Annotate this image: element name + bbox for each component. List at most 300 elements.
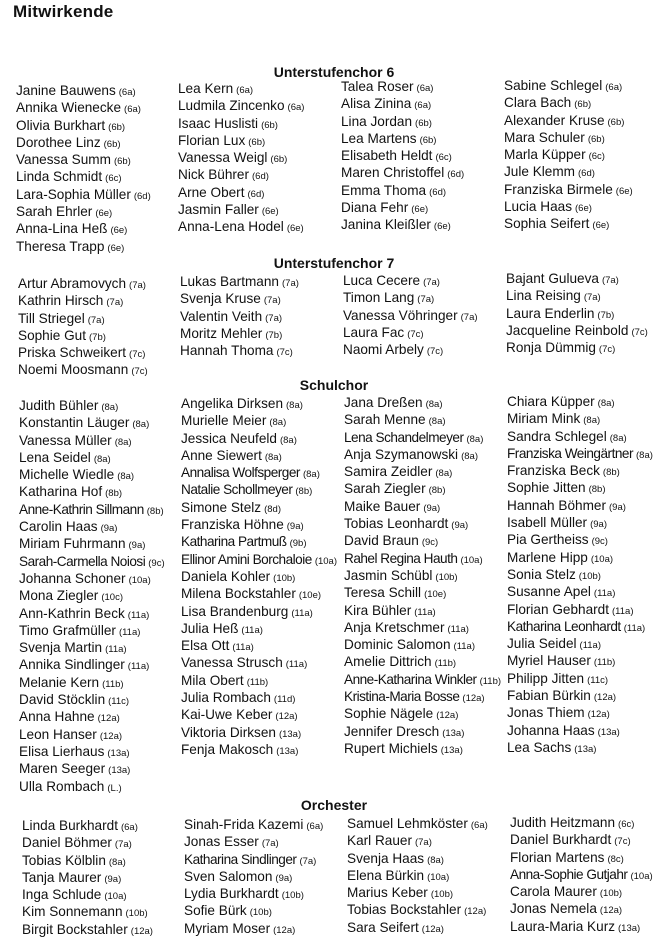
member-class: (9c) xyxy=(421,537,439,549)
member-name: Rahel Regina Hauth xyxy=(344,550,458,566)
member-name: Laura Enderlin xyxy=(506,305,595,321)
member-class: (6d) xyxy=(429,186,447,198)
member-entry xyxy=(16,168,151,185)
member-name: Katharina Sindlinger xyxy=(184,851,297,867)
member-name: David Braun xyxy=(344,533,419,549)
member-entry xyxy=(344,411,501,428)
member-name: Karl Rauer xyxy=(347,833,412,849)
member-entry xyxy=(510,849,653,866)
member-entry xyxy=(181,447,337,464)
member-class: (13a) xyxy=(574,743,597,755)
member-entry xyxy=(16,99,151,116)
member-entry xyxy=(19,778,165,795)
member-class: (6d) xyxy=(578,168,595,180)
member-name: Sarah-Carmella Noiosi xyxy=(19,553,146,569)
member-entry xyxy=(19,605,165,622)
member-class: (8a) xyxy=(108,856,126,868)
member-name: Johanna Schoner xyxy=(19,570,126,586)
member-class: (10b) xyxy=(273,572,296,584)
member-class: (7c) xyxy=(631,326,648,338)
member-entry xyxy=(22,834,153,851)
member-entry xyxy=(184,885,323,902)
member-class: (10a) xyxy=(104,891,127,903)
member-entry xyxy=(178,218,304,235)
member-entry xyxy=(18,344,148,361)
member-name: Janine Bauwens xyxy=(16,83,116,98)
member-entry xyxy=(181,637,337,654)
member-class: (7a) xyxy=(106,297,124,309)
member-class: (12a) xyxy=(464,906,487,918)
member-name: Teresa Schill xyxy=(344,585,422,601)
member-class: (8b) xyxy=(295,486,313,498)
member-entry xyxy=(19,691,165,708)
member-class: (11b) xyxy=(434,658,457,670)
member-class: (6e) xyxy=(615,185,633,197)
member-entry xyxy=(16,134,151,151)
member-entry xyxy=(19,553,165,570)
member-entry xyxy=(19,414,165,431)
member-entry xyxy=(507,566,653,583)
member-class: (8a) xyxy=(93,453,111,465)
member-entry xyxy=(504,112,633,129)
member-name: Vanessa Summ xyxy=(16,152,111,168)
member-name: Ludmila Zincenko xyxy=(178,98,285,114)
member-class: (11b) xyxy=(479,675,502,687)
member-name: Lucia Haas xyxy=(504,199,573,215)
member-class: (11a) xyxy=(285,659,308,671)
member-name: Lea Kern xyxy=(178,81,234,96)
member-class: (7a) xyxy=(423,277,440,288)
member-entry xyxy=(341,164,464,181)
member-name: Emma Thoma xyxy=(341,182,427,198)
member-name: Valentin Veith xyxy=(180,308,263,324)
member-class: (11a) xyxy=(232,642,254,654)
member-class: (13a) xyxy=(618,922,641,934)
member-class: (6a) xyxy=(124,104,141,116)
member-name: Myriam Moser xyxy=(184,920,271,936)
member-name: Linda Burkhardt xyxy=(22,818,118,833)
member-entry xyxy=(507,428,653,445)
member-name: Dominic Salomon xyxy=(344,637,451,653)
name-column xyxy=(341,78,464,234)
member-name: Ulla Rombach xyxy=(19,778,105,794)
member-name: Anna-Sophie Gutjahr xyxy=(510,866,628,882)
member-class: (6c) xyxy=(435,152,452,164)
member-name: Franziska Höhne xyxy=(181,517,284,533)
member-class: (11a) xyxy=(447,623,469,635)
member-class: (7a) xyxy=(265,312,283,324)
member-entry xyxy=(181,499,337,516)
member-name: Susanne Apel xyxy=(507,584,591,600)
member-entry xyxy=(178,97,304,114)
member-name: Florian Martens xyxy=(510,849,605,865)
member-name: Annika Sindlinger xyxy=(19,657,125,673)
member-class: (8a) xyxy=(427,854,444,866)
name-column xyxy=(510,814,653,935)
member-name: Priska Schweikert xyxy=(18,345,127,361)
member-entry xyxy=(344,463,501,480)
member-class: (9a) xyxy=(104,873,122,885)
member-name: Tobias Kölblin xyxy=(22,852,106,868)
member-entry xyxy=(178,132,304,149)
member-class: (10c) xyxy=(101,592,123,604)
member-class: (11a) xyxy=(105,644,127,656)
member-entry xyxy=(180,273,299,290)
member-class: (12a) xyxy=(99,730,123,742)
member-name: Linda Schmidt xyxy=(16,169,103,185)
member-entry xyxy=(19,397,165,414)
member-entry xyxy=(507,652,653,669)
member-name: Timo Grafmüller xyxy=(19,622,116,638)
member-entry xyxy=(16,220,151,237)
member-class: (10b) xyxy=(578,570,601,582)
member-class: (7b) xyxy=(265,329,283,341)
member-entry xyxy=(181,551,337,568)
member-class: (L.) xyxy=(107,782,122,794)
member-class: (6c) xyxy=(588,151,605,163)
member-class: (7a) xyxy=(460,311,478,323)
member-entry xyxy=(19,708,165,725)
member-name: Anne-Kathrin Sillmann xyxy=(19,501,144,517)
member-name: Daniela Kohler xyxy=(181,568,271,584)
member-entry xyxy=(184,851,323,868)
member-class: (8a) xyxy=(264,451,282,463)
member-name: Jacqueline Reinbold xyxy=(506,322,629,338)
member-name: Anne Siewert xyxy=(181,447,262,463)
member-name: Alexander Kruse xyxy=(504,112,605,128)
name-column xyxy=(506,270,648,356)
member-entry xyxy=(181,395,337,412)
member-class: (13a) xyxy=(107,747,130,759)
member-name: Ronja Dümmig xyxy=(506,340,596,356)
member-entry xyxy=(181,516,337,533)
member-class: (6a) xyxy=(236,85,254,96)
member-entry xyxy=(16,82,151,99)
member-class: (6d) xyxy=(447,169,465,181)
member-class: (8c) xyxy=(607,853,624,865)
member-class: (6b) xyxy=(113,156,131,168)
member-name: Anne-Katharina Winkler xyxy=(344,671,477,687)
member-entry xyxy=(344,619,501,636)
member-entry xyxy=(507,601,653,618)
member-entry xyxy=(344,584,501,601)
member-class: (11c) xyxy=(108,696,130,708)
member-name: Lara-Sophia Müller xyxy=(16,186,131,202)
member-class: (6b) xyxy=(248,136,266,148)
member-entry xyxy=(504,163,633,180)
member-class: (11a) xyxy=(579,640,602,652)
member-name: Moritz Mehler xyxy=(180,325,263,341)
member-class: (13a) xyxy=(440,744,463,756)
member-class: (6a) xyxy=(470,820,488,831)
member-name: Sandra Schlegel xyxy=(507,428,607,444)
member-class: (8a) xyxy=(435,468,453,480)
member-class: (8a) xyxy=(609,432,627,444)
member-class: (8a) xyxy=(114,436,132,448)
member-name: Daniel Burkhardt xyxy=(510,832,612,848)
member-class: (11a) xyxy=(414,606,436,618)
member-name: Elsa Ott xyxy=(181,638,230,654)
member-name: Judith Heitzmann xyxy=(510,815,616,830)
member-name: Nick Bührer xyxy=(178,167,250,183)
member-name: Naomi Arbely xyxy=(343,342,424,358)
member-class: (12a) xyxy=(421,923,444,935)
member-name: Olivia Burkhart xyxy=(16,117,106,133)
member-name: Samira Zeidler xyxy=(344,464,433,480)
member-name: Franziska Weingärtner xyxy=(507,445,633,461)
member-name: Johanna Haas xyxy=(507,722,595,738)
member-class: (8a) xyxy=(466,433,484,445)
member-entry xyxy=(19,656,165,673)
member-name: Franziska Beck xyxy=(507,463,600,479)
member-class: (9c) xyxy=(591,536,608,548)
member-class: (6e) xyxy=(107,242,125,254)
member-name: Jonas Thiem xyxy=(507,705,585,721)
member-name: Jule Klemm xyxy=(504,164,576,180)
member-class: (6e) xyxy=(110,225,128,237)
member-class: (6a) xyxy=(118,87,136,98)
member-name: Kim Sonnemann xyxy=(22,904,123,920)
member-name: Ann-Kathrin Beck xyxy=(19,605,125,621)
member-entry xyxy=(344,636,501,653)
member-class: (10a) xyxy=(460,554,483,566)
member-class: (7a) xyxy=(414,837,432,849)
member-class: (8a) xyxy=(583,415,601,427)
member-entry xyxy=(19,587,165,604)
member-entry xyxy=(341,182,464,199)
member-name: Mara Schuler xyxy=(504,129,585,145)
member-name: Viktoria Dirksen xyxy=(181,724,276,740)
member-entry xyxy=(180,325,299,342)
member-name: Lina Reising xyxy=(506,288,581,304)
member-class: (8b) xyxy=(146,505,164,517)
member-class: (6c) xyxy=(105,173,122,185)
member-entry xyxy=(507,514,653,531)
member-entry xyxy=(181,412,337,429)
member-class: (6b) xyxy=(607,116,625,128)
member-name: Miriam Mink xyxy=(507,411,581,427)
member-class: (7a) xyxy=(261,838,279,850)
member-name: Murielle Meier xyxy=(181,413,267,429)
member-name: Anja Szymanowski xyxy=(344,446,459,462)
name-column xyxy=(16,82,151,255)
member-name: Myriel Hauser xyxy=(507,653,591,669)
member-entry xyxy=(18,275,148,292)
member-entry xyxy=(19,726,165,743)
member-entry xyxy=(16,203,151,220)
member-name: Kristina-Maria Bosse xyxy=(344,689,460,705)
member-class: (6e) xyxy=(575,203,592,215)
member-class: (6b) xyxy=(419,134,437,146)
member-name: Florian Lux xyxy=(178,132,246,148)
member-name: Lisa Brandenburg xyxy=(181,603,289,619)
member-class: (11a) xyxy=(612,605,634,617)
member-class: (8a) xyxy=(597,398,615,409)
member-entry xyxy=(16,186,151,203)
member-entry xyxy=(22,921,153,938)
member-entry xyxy=(22,903,153,920)
member-class: (10a) xyxy=(630,870,653,882)
member-entry xyxy=(343,272,478,289)
member-entry xyxy=(344,567,501,584)
member-class: (10a) xyxy=(427,871,450,883)
member-entry xyxy=(347,815,488,832)
member-class: (8a) xyxy=(101,402,119,413)
member-class: (8a) xyxy=(425,399,443,410)
member-class: (10a) xyxy=(590,553,614,565)
member-name: Angelika Dirksen xyxy=(181,396,283,411)
member-name: Sophia Seifert xyxy=(504,216,590,232)
member-name: Anja Kretschmer xyxy=(344,619,445,635)
member-class: (6b) xyxy=(587,133,605,145)
member-entry xyxy=(344,671,501,688)
member-class: (11a) xyxy=(127,609,150,621)
member-entry xyxy=(344,723,501,740)
name-column xyxy=(18,275,148,379)
member-entry xyxy=(19,432,165,449)
member-class: (6e) xyxy=(286,223,304,235)
member-entry xyxy=(344,515,501,532)
member-entry xyxy=(507,531,653,548)
member-class: (9a) xyxy=(423,502,441,514)
member-class: (6c) xyxy=(618,819,635,830)
member-entry xyxy=(19,760,165,777)
member-entry xyxy=(507,670,653,687)
member-name: Theresa Trapp xyxy=(16,238,105,254)
member-entry xyxy=(178,115,304,132)
member-class: (7c) xyxy=(614,836,631,848)
member-class: (13a) xyxy=(108,765,131,777)
member-entry xyxy=(507,704,653,721)
member-name: Till Striegel xyxy=(18,310,85,326)
member-name: Dorothee Linz xyxy=(16,134,101,150)
member-name: Franziska Birmele xyxy=(504,181,613,197)
member-class: (7b) xyxy=(597,309,615,321)
member-entry xyxy=(504,94,633,111)
member-class: (6e) xyxy=(433,221,451,233)
member-name: Arne Obert xyxy=(178,184,245,200)
member-class: (12a) xyxy=(593,692,617,704)
member-name: Marlene Hipp xyxy=(507,549,588,565)
member-class: (10b) xyxy=(125,908,148,920)
member-entry xyxy=(510,866,653,883)
member-class: (7a) xyxy=(282,278,299,289)
member-entry xyxy=(181,672,337,689)
member-name: Jasmin Schübl xyxy=(344,567,433,583)
member-class: (8d) xyxy=(264,503,281,515)
member-name: Kai-Uwe Keber xyxy=(181,707,273,723)
member-name: Maren Christoffel xyxy=(341,165,445,181)
member-class: (11b) xyxy=(102,678,124,690)
member-name: Leon Hanser xyxy=(19,726,97,742)
member-name: Anna-Lena Hodel xyxy=(178,219,284,235)
member-entry xyxy=(344,394,501,411)
member-name: Julia Seidel xyxy=(507,636,577,652)
member-name: Timon Lang xyxy=(343,290,415,306)
member-entry xyxy=(180,308,299,325)
section-title: Schulchor xyxy=(299,377,369,393)
member-class: (6b) xyxy=(103,138,121,150)
member-name: Lea Sachs xyxy=(507,739,572,755)
name-column xyxy=(343,272,478,358)
name-column xyxy=(184,816,323,937)
member-entry xyxy=(180,290,299,307)
member-entry xyxy=(506,339,648,356)
member-entry xyxy=(18,310,148,327)
member-entry xyxy=(504,146,633,163)
member-entry xyxy=(181,689,337,706)
member-entry xyxy=(178,201,304,218)
member-class: (9a) xyxy=(451,520,469,532)
member-entry xyxy=(19,449,165,466)
member-class: (8a) xyxy=(279,434,297,446)
member-class: (10e) xyxy=(298,590,322,602)
member-entry xyxy=(181,741,337,758)
member-class: (11a) xyxy=(241,624,263,636)
member-name: Sarah Menne xyxy=(344,412,426,428)
member-entry xyxy=(22,817,153,834)
member-entry xyxy=(506,322,648,339)
member-class: (12a) xyxy=(599,905,623,917)
member-name: Maike Bauer xyxy=(344,498,421,514)
member-name: Alisa Zinina xyxy=(341,96,412,112)
member-name: Anna-Lina Heß xyxy=(16,221,108,237)
member-entry xyxy=(507,687,653,704)
member-name: Julia Rombach xyxy=(181,690,271,706)
member-class: (7c) xyxy=(407,328,424,340)
member-entry xyxy=(507,549,653,566)
member-name: Samuel Lehmköster xyxy=(347,816,468,831)
member-name: Miriam Fuhrmann xyxy=(19,536,126,552)
member-entry xyxy=(22,852,153,869)
member-entry xyxy=(506,305,648,322)
member-class: (10e) xyxy=(424,589,447,601)
member-name: Jessica Neufeld xyxy=(181,430,277,446)
member-entry xyxy=(347,901,488,918)
member-class: (7c) xyxy=(598,344,616,356)
member-class: (9a) xyxy=(609,501,626,513)
member-class: (10b) xyxy=(599,888,623,900)
member-entry xyxy=(18,292,148,309)
member-name: Vanessa Vöhringer xyxy=(343,307,458,323)
member-class: (10b) xyxy=(430,889,454,901)
member-name: Melanie Kern xyxy=(19,674,100,690)
member-entry xyxy=(22,886,153,903)
member-name: Milena Bockstahler xyxy=(181,586,296,602)
name-column xyxy=(19,397,165,795)
member-class: (8a) xyxy=(117,471,135,483)
member-class: (9c) xyxy=(148,557,165,569)
member-entry xyxy=(507,393,653,410)
member-name: Lena Schandelmeyer xyxy=(344,429,464,445)
member-name: Sophie Gut xyxy=(18,327,87,343)
member-class: (6a) xyxy=(414,100,432,112)
member-name: Chiara Küpper xyxy=(507,394,595,409)
member-entry xyxy=(181,603,337,620)
member-name: David Stöcklin xyxy=(19,692,106,708)
member-name: Ellinor Amini Borchaloie xyxy=(181,551,312,567)
member-entry xyxy=(347,832,488,849)
member-name: Isabell Müller xyxy=(507,515,588,531)
name-column xyxy=(181,395,337,758)
member-name: Fabian Bürkin xyxy=(507,688,591,704)
member-entry xyxy=(507,445,653,462)
member-entry xyxy=(184,902,323,919)
member-name: Kathrin Hirsch xyxy=(18,293,104,309)
member-entry xyxy=(504,198,633,215)
member-entry xyxy=(343,341,478,358)
member-class: (7a) xyxy=(129,280,146,291)
